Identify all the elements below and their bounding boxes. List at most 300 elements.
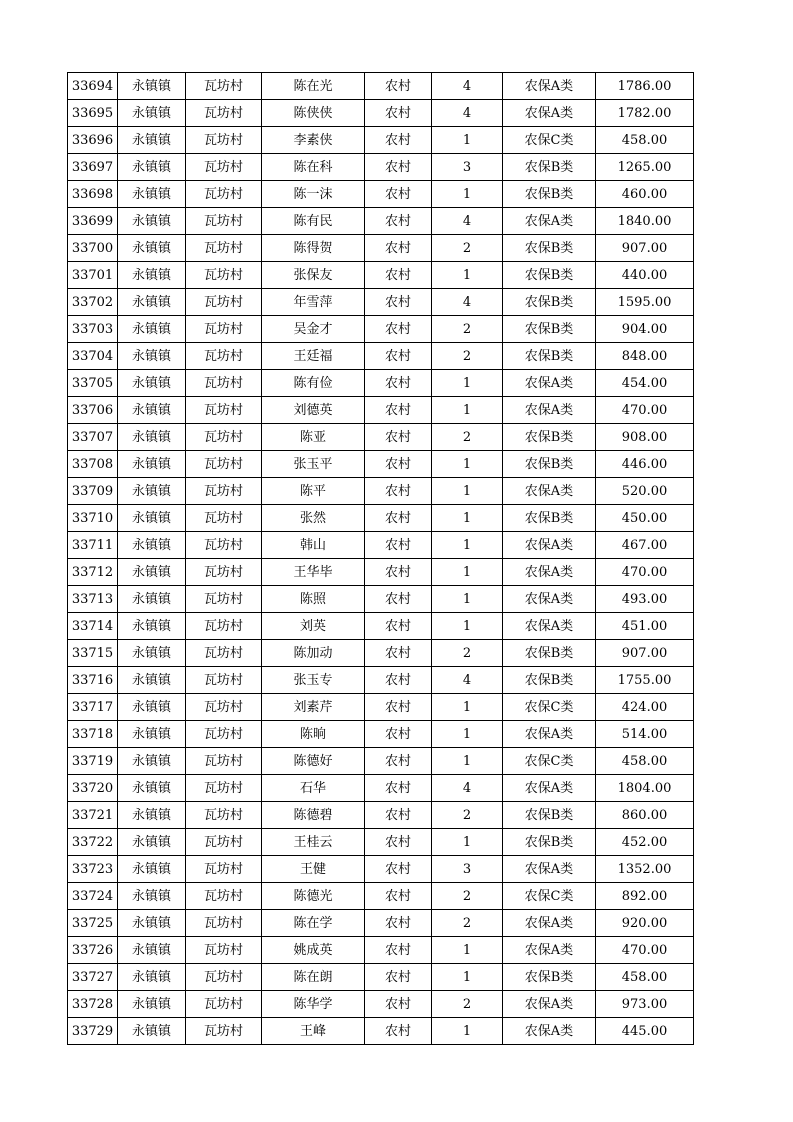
town-cell: 永镇镇: [118, 397, 186, 424]
area-type-cell: 农村: [365, 640, 432, 667]
record-id-cell: 33721: [68, 802, 118, 829]
area-type-cell: 农村: [365, 154, 432, 181]
amount-cell: 451.00: [596, 613, 694, 640]
amount-cell: 1352.00: [596, 856, 694, 883]
village-cell: 瓦坊村: [186, 856, 262, 883]
village-cell: 瓦坊村: [186, 991, 262, 1018]
household-count-cell: 4: [432, 775, 503, 802]
table-row: [68, 505, 694, 532]
household-count-cell: 1: [432, 748, 503, 775]
household-count-cell: 1: [432, 964, 503, 991]
table-row: [68, 235, 694, 262]
town-cell: 永镇镇: [118, 856, 186, 883]
household-count-cell: 1: [432, 451, 503, 478]
amount-cell: 920.00: [596, 910, 694, 937]
name-cell: 王峰: [262, 1018, 365, 1045]
village-cell: 瓦坊村: [186, 910, 262, 937]
insurance-category-cell: 农保B类: [503, 262, 596, 289]
town-cell: 永镇镇: [118, 910, 186, 937]
table-row: [68, 829, 694, 856]
amount-cell: 514.00: [596, 721, 694, 748]
table-row: [68, 478, 694, 505]
record-id-cell: 33723: [68, 856, 118, 883]
area-type-cell: 农村: [365, 910, 432, 937]
town-cell: 永镇镇: [118, 478, 186, 505]
record-id-cell: 33694: [68, 73, 118, 100]
insurance-category-cell: 农保A类: [503, 370, 596, 397]
village-cell: 瓦坊村: [186, 640, 262, 667]
name-cell: 陈在科: [262, 154, 365, 181]
insurance-category-cell: 农保A类: [503, 1018, 596, 1045]
record-id-cell: 33706: [68, 397, 118, 424]
table-row: [68, 343, 694, 370]
name-cell: 陈加动: [262, 640, 365, 667]
town-cell: 永镇镇: [118, 559, 186, 586]
village-cell: 瓦坊村: [186, 1018, 262, 1045]
town-cell: 永镇镇: [118, 937, 186, 964]
table-row: [68, 424, 694, 451]
name-cell: 刘英: [262, 613, 365, 640]
town-cell: 永镇镇: [118, 991, 186, 1018]
village-cell: 瓦坊村: [186, 370, 262, 397]
town-cell: 永镇镇: [118, 316, 186, 343]
table-row: [68, 262, 694, 289]
roster-table: [67, 72, 694, 1045]
table-row: [68, 73, 694, 100]
village-cell: 瓦坊村: [186, 154, 262, 181]
area-type-cell: 农村: [365, 451, 432, 478]
area-type-cell: 农村: [365, 586, 432, 613]
record-id-cell: 33728: [68, 991, 118, 1018]
amount-cell: 520.00: [596, 478, 694, 505]
amount-cell: 454.00: [596, 370, 694, 397]
household-count-cell: 1: [432, 505, 503, 532]
name-cell: 陈德好: [262, 748, 365, 775]
household-count-cell: 1: [432, 262, 503, 289]
table-row: [68, 775, 694, 802]
area-type-cell: 农村: [365, 613, 432, 640]
village-cell: 瓦坊村: [186, 559, 262, 586]
town-cell: 永镇镇: [118, 505, 186, 532]
table-row: [68, 802, 694, 829]
amount-cell: 1782.00: [596, 100, 694, 127]
village-cell: 瓦坊村: [186, 316, 262, 343]
village-cell: 瓦坊村: [186, 100, 262, 127]
name-cell: 王桂云: [262, 829, 365, 856]
insurance-category-cell: 农保A类: [503, 532, 596, 559]
household-count-cell: 3: [432, 856, 503, 883]
amount-cell: 1265.00: [596, 154, 694, 181]
amount-cell: 973.00: [596, 991, 694, 1018]
name-cell: 陈一沫: [262, 181, 365, 208]
insurance-category-cell: 农保C类: [503, 883, 596, 910]
record-id-cell: 33715: [68, 640, 118, 667]
table-row: [68, 856, 694, 883]
record-id-cell: 33703: [68, 316, 118, 343]
amount-cell: 907.00: [596, 640, 694, 667]
table-row: [68, 748, 694, 775]
insurance-category-cell: 农保C类: [503, 748, 596, 775]
record-id-cell: 33720: [68, 775, 118, 802]
table-row: [68, 397, 694, 424]
household-count-cell: 1: [432, 613, 503, 640]
area-type-cell: 农村: [365, 289, 432, 316]
table-row: [68, 586, 694, 613]
town-cell: 永镇镇: [118, 640, 186, 667]
record-id-cell: 33697: [68, 154, 118, 181]
amount-cell: 1786.00: [596, 73, 694, 100]
area-type-cell: 农村: [365, 397, 432, 424]
village-cell: 瓦坊村: [186, 802, 262, 829]
village-cell: 瓦坊村: [186, 694, 262, 721]
name-cell: 王华毕: [262, 559, 365, 586]
table-row: [68, 316, 694, 343]
insurance-category-cell: 农保A类: [503, 397, 596, 424]
record-id-cell: 33716: [68, 667, 118, 694]
record-id-cell: 33717: [68, 694, 118, 721]
household-count-cell: 2: [432, 343, 503, 370]
town-cell: 永镇镇: [118, 235, 186, 262]
area-type-cell: 农村: [365, 1018, 432, 1045]
village-cell: 瓦坊村: [186, 343, 262, 370]
name-cell: 李素侠: [262, 127, 365, 154]
amount-cell: 470.00: [596, 397, 694, 424]
town-cell: 永镇镇: [118, 208, 186, 235]
insurance-category-cell: 农保C类: [503, 127, 596, 154]
area-type-cell: 农村: [365, 235, 432, 262]
town-cell: 永镇镇: [118, 694, 186, 721]
household-count-cell: 2: [432, 640, 503, 667]
area-type-cell: 农村: [365, 721, 432, 748]
insurance-category-cell: 农保A类: [503, 208, 596, 235]
town-cell: 永镇镇: [118, 181, 186, 208]
household-count-cell: 1: [432, 478, 503, 505]
town-cell: 永镇镇: [118, 343, 186, 370]
record-id-cell: 33724: [68, 883, 118, 910]
town-cell: 永镇镇: [118, 883, 186, 910]
town-cell: 永镇镇: [118, 802, 186, 829]
record-id-cell: 33722: [68, 829, 118, 856]
town-cell: 永镇镇: [118, 451, 186, 478]
record-id-cell: 33710: [68, 505, 118, 532]
town-cell: 永镇镇: [118, 100, 186, 127]
town-cell: 永镇镇: [118, 586, 186, 613]
amount-cell: 458.00: [596, 127, 694, 154]
amount-cell: 907.00: [596, 235, 694, 262]
record-id-cell: 33701: [68, 262, 118, 289]
village-cell: 瓦坊村: [186, 937, 262, 964]
record-id-cell: 33727: [68, 964, 118, 991]
insurance-category-cell: 农保A类: [503, 478, 596, 505]
town-cell: 永镇镇: [118, 829, 186, 856]
village-cell: 瓦坊村: [186, 181, 262, 208]
area-type-cell: 农村: [365, 532, 432, 559]
record-id-cell: 33700: [68, 235, 118, 262]
insurance-category-cell: 农保B类: [503, 343, 596, 370]
amount-cell: 458.00: [596, 964, 694, 991]
amount-cell: 440.00: [596, 262, 694, 289]
name-cell: 刘素芹: [262, 694, 365, 721]
name-cell: 石华: [262, 775, 365, 802]
amount-cell: 460.00: [596, 181, 694, 208]
household-count-cell: 1: [432, 559, 503, 586]
record-id-cell: 33714: [68, 613, 118, 640]
table-row: [68, 451, 694, 478]
area-type-cell: 农村: [365, 694, 432, 721]
area-type-cell: 农村: [365, 991, 432, 1018]
area-type-cell: 农村: [365, 856, 432, 883]
household-count-cell: 1: [432, 829, 503, 856]
town-cell: 永镇镇: [118, 667, 186, 694]
insurance-category-cell: 农保B类: [503, 289, 596, 316]
household-count-cell: 4: [432, 667, 503, 694]
record-id-cell: 33712: [68, 559, 118, 586]
name-cell: 陈晌: [262, 721, 365, 748]
table-row: [68, 532, 694, 559]
household-count-cell: 2: [432, 424, 503, 451]
insurance-category-cell: 农保A类: [503, 775, 596, 802]
amount-cell: 458.00: [596, 748, 694, 775]
record-id-cell: 33695: [68, 100, 118, 127]
amount-cell: 1804.00: [596, 775, 694, 802]
amount-cell: 452.00: [596, 829, 694, 856]
roster-body: [68, 73, 694, 1045]
town-cell: 永镇镇: [118, 1018, 186, 1045]
insurance-category-cell: 农保B类: [503, 181, 596, 208]
village-cell: 瓦坊村: [186, 505, 262, 532]
table-row: [68, 991, 694, 1018]
area-type-cell: 农村: [365, 370, 432, 397]
area-type-cell: 农村: [365, 343, 432, 370]
record-id-cell: 33696: [68, 127, 118, 154]
household-count-cell: 2: [432, 910, 503, 937]
town-cell: 永镇镇: [118, 289, 186, 316]
area-type-cell: 农村: [365, 883, 432, 910]
table-row: [68, 910, 694, 937]
record-id-cell: 33699: [68, 208, 118, 235]
insurance-category-cell: 农保A类: [503, 910, 596, 937]
household-count-cell: 1: [432, 532, 503, 559]
area-type-cell: 农村: [365, 559, 432, 586]
household-count-cell: 4: [432, 73, 503, 100]
insurance-category-cell: 农保B类: [503, 802, 596, 829]
insurance-category-cell: 农保B类: [503, 505, 596, 532]
village-cell: 瓦坊村: [186, 397, 262, 424]
name-cell: 陈华学: [262, 991, 365, 1018]
insurance-category-cell: 农保B类: [503, 235, 596, 262]
insurance-category-cell: 农保B类: [503, 316, 596, 343]
name-cell: 姚成英: [262, 937, 365, 964]
village-cell: 瓦坊村: [186, 478, 262, 505]
village-cell: 瓦坊村: [186, 775, 262, 802]
name-cell: 张玉平: [262, 451, 365, 478]
amount-cell: 470.00: [596, 937, 694, 964]
amount-cell: 1595.00: [596, 289, 694, 316]
name-cell: 陈照: [262, 586, 365, 613]
town-cell: 永镇镇: [118, 613, 186, 640]
household-count-cell: 1: [432, 1018, 503, 1045]
table-row: [68, 721, 694, 748]
amount-cell: 892.00: [596, 883, 694, 910]
village-cell: 瓦坊村: [186, 613, 262, 640]
town-cell: 永镇镇: [118, 775, 186, 802]
village-cell: 瓦坊村: [186, 829, 262, 856]
table-row: [68, 289, 694, 316]
insurance-category-cell: 农保B类: [503, 451, 596, 478]
village-cell: 瓦坊村: [186, 721, 262, 748]
table-row: [68, 154, 694, 181]
table-row: [68, 640, 694, 667]
name-cell: 刘德英: [262, 397, 365, 424]
village-cell: 瓦坊村: [186, 748, 262, 775]
village-cell: 瓦坊村: [186, 208, 262, 235]
table-row: [68, 937, 694, 964]
area-type-cell: 农村: [365, 100, 432, 127]
town-cell: 永镇镇: [118, 127, 186, 154]
record-id-cell: 33702: [68, 289, 118, 316]
name-cell: 陈在光: [262, 73, 365, 100]
town-cell: 永镇镇: [118, 73, 186, 100]
household-count-cell: 2: [432, 316, 503, 343]
record-id-cell: 33725: [68, 910, 118, 937]
record-id-cell: 33713: [68, 586, 118, 613]
area-type-cell: 农村: [365, 262, 432, 289]
insurance-category-cell: 农保A类: [503, 856, 596, 883]
area-type-cell: 农村: [365, 937, 432, 964]
area-type-cell: 农村: [365, 73, 432, 100]
table-row: [68, 100, 694, 127]
village-cell: 瓦坊村: [186, 262, 262, 289]
town-cell: 永镇镇: [118, 424, 186, 451]
name-cell: 韩山: [262, 532, 365, 559]
name-cell: 陈平: [262, 478, 365, 505]
household-count-cell: 1: [432, 127, 503, 154]
village-cell: 瓦坊村: [186, 883, 262, 910]
table-row: [68, 181, 694, 208]
household-count-cell: 1: [432, 370, 503, 397]
area-type-cell: 农村: [365, 181, 432, 208]
name-cell: 陈有俭: [262, 370, 365, 397]
record-id-cell: 33704: [68, 343, 118, 370]
area-type-cell: 农村: [365, 316, 432, 343]
household-count-cell: 1: [432, 181, 503, 208]
area-type-cell: 农村: [365, 802, 432, 829]
table-row: [68, 370, 694, 397]
table-row: [68, 1018, 694, 1045]
area-type-cell: 农村: [365, 424, 432, 451]
insurance-category-cell: 农保B类: [503, 964, 596, 991]
name-cell: 陈德碧: [262, 802, 365, 829]
record-id-cell: 33707: [68, 424, 118, 451]
village-cell: 瓦坊村: [186, 424, 262, 451]
town-cell: 永镇镇: [118, 532, 186, 559]
table-row: [68, 694, 694, 721]
area-type-cell: 农村: [365, 775, 432, 802]
amount-cell: 493.00: [596, 586, 694, 613]
area-type-cell: 农村: [365, 505, 432, 532]
amount-cell: 1840.00: [596, 208, 694, 235]
insurance-category-cell: 农保C类: [503, 694, 596, 721]
town-cell: 永镇镇: [118, 262, 186, 289]
amount-cell: 860.00: [596, 802, 694, 829]
insurance-category-cell: 农保B类: [503, 829, 596, 856]
name-cell: 陈在学: [262, 910, 365, 937]
town-cell: 永镇镇: [118, 154, 186, 181]
village-cell: 瓦坊村: [186, 964, 262, 991]
record-id-cell: 33711: [68, 532, 118, 559]
table-row: [68, 964, 694, 991]
insurance-category-cell: 农保A类: [503, 991, 596, 1018]
town-cell: 永镇镇: [118, 370, 186, 397]
name-cell: 陈得贺: [262, 235, 365, 262]
insurance-category-cell: 农保A类: [503, 937, 596, 964]
amount-cell: 450.00: [596, 505, 694, 532]
town-cell: 永镇镇: [118, 721, 186, 748]
table-row: [68, 613, 694, 640]
table-row: [68, 208, 694, 235]
household-count-cell: 1: [432, 397, 503, 424]
insurance-category-cell: 农保A类: [503, 721, 596, 748]
village-cell: 瓦坊村: [186, 532, 262, 559]
insurance-category-cell: 农保A类: [503, 559, 596, 586]
amount-cell: 445.00: [596, 1018, 694, 1045]
record-id-cell: 33719: [68, 748, 118, 775]
table-row: [68, 667, 694, 694]
area-type-cell: 农村: [365, 667, 432, 694]
village-cell: 瓦坊村: [186, 127, 262, 154]
village-cell: 瓦坊村: [186, 451, 262, 478]
name-cell: 张保友: [262, 262, 365, 289]
name-cell: 陈侠侠: [262, 100, 365, 127]
name-cell: 年雪萍: [262, 289, 365, 316]
household-count-cell: 1: [432, 694, 503, 721]
household-count-cell: 1: [432, 721, 503, 748]
record-id-cell: 33718: [68, 721, 118, 748]
amount-cell: 446.00: [596, 451, 694, 478]
record-id-cell: 33698: [68, 181, 118, 208]
name-cell: 张玉专: [262, 667, 365, 694]
village-cell: 瓦坊村: [186, 73, 262, 100]
household-count-cell: 2: [432, 235, 503, 262]
household-count-cell: 2: [432, 883, 503, 910]
amount-cell: 470.00: [596, 559, 694, 586]
insurance-category-cell: 农保B类: [503, 667, 596, 694]
insurance-category-cell: 农保A类: [503, 613, 596, 640]
amount-cell: 467.00: [596, 532, 694, 559]
amount-cell: 424.00: [596, 694, 694, 721]
household-count-cell: 4: [432, 208, 503, 235]
record-id-cell: 33705: [68, 370, 118, 397]
insurance-category-cell: 农保B类: [503, 640, 596, 667]
household-count-cell: 1: [432, 586, 503, 613]
record-id-cell: 33708: [68, 451, 118, 478]
area-type-cell: 农村: [365, 748, 432, 775]
record-id-cell: 33729: [68, 1018, 118, 1045]
household-count-cell: 4: [432, 100, 503, 127]
household-count-cell: 3: [432, 154, 503, 181]
name-cell: 陈亚: [262, 424, 365, 451]
town-cell: 永镇镇: [118, 748, 186, 775]
insurance-category-cell: 农保A类: [503, 73, 596, 100]
record-id-cell: 33726: [68, 937, 118, 964]
name-cell: 陈在朗: [262, 964, 365, 991]
area-type-cell: 农村: [365, 478, 432, 505]
area-type-cell: 农村: [365, 964, 432, 991]
insurance-category-cell: 农保A类: [503, 100, 596, 127]
name-cell: 陈德光: [262, 883, 365, 910]
insurance-category-cell: 农保B类: [503, 424, 596, 451]
household-count-cell: 2: [432, 991, 503, 1018]
